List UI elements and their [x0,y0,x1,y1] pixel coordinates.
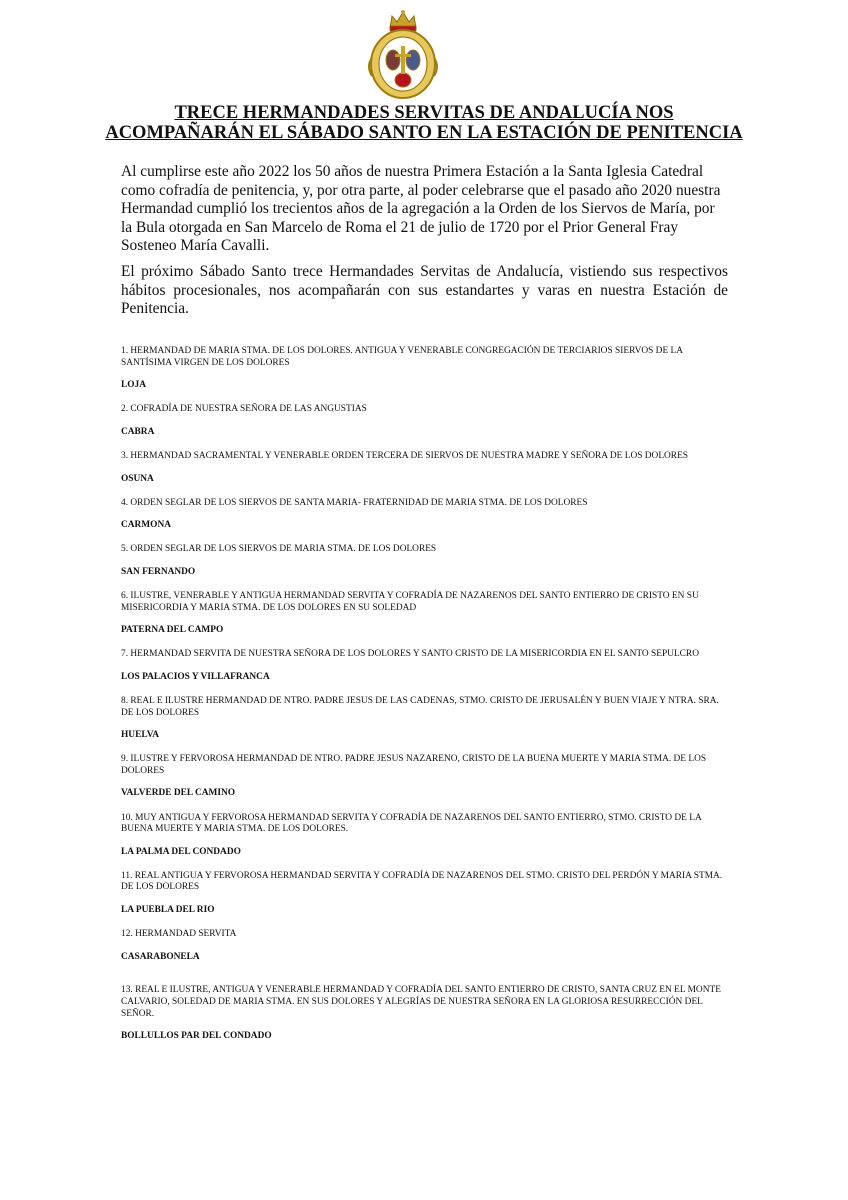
list-item [121,544,733,578]
list-item [121,591,733,637]
intro-paragraph: Al cumplirse este año 2022 los 50 años de nuestra Primera Estación a la Santa Iglesia Catedral como cofradía de penitencia, y, por otra parte, al poder celebrarse que el pasado año 2020 nuestra Hermandad cumplió los trecientos años de la agregación a la Orden de los Siervos de María, por la Bula otorgada en San Marcelo de Roma el 21 de julio de 1720 por el Prior General Fray Sosteneo María Cavalli. [121,163,721,254]
list-item [121,929,733,963]
brotherhood-name: 7. HERMANDAD SERVITA DE NUESTRA SEÑORA DE LOS DOLORES Y SANTO CRISTO DE LA MISERICORDIA EN EL SANTO SEPULCRO [121,649,699,660]
coat-of-arms-icon [366,8,440,104]
brotherhood-list [121,346,733,1055]
brotherhood-city: BOLLULLOS PAR DEL CONDADO [121,1031,272,1042]
brotherhood-city: HUELVA [121,730,160,741]
list-item [121,346,733,392]
brotherhood-name: 3. HERMANDAD SACRAMENTAL Y VENERABLE ORDEN TERCERA DE SIERVOS DE NUESTRA MADRE Y SEÑORA DE LOS DOLORES [121,450,689,461]
list-item [121,404,733,438]
brotherhood-name: 12. HERMANDAD SERVITA [121,929,237,940]
list-item [121,985,733,1042]
brotherhood-name: 13. REAL E ILUSTRE, ANTIGUA Y VENERABLE HERMANDAD Y COFRADÍA DEL SANTO ENTIERRO DE CRISTO, SANTA CRUZ EN EL MONTE CALVARIO, SOLEDAD DE MARIA STMA. EN SUS DOLORES Y ALEGRÍAS DE NUESTRA SEÑORA EN LA GLORIOSA RESURRECCIÓN DEL SEÑOR. [121,985,721,1019]
brotherhood-city: CASARABONELA [121,951,200,962]
brotherhood-city: PATERNA DEL CAMPO [121,625,224,636]
brotherhood-name: 6. ILUSTRE, VENERABLE Y ANTIGUA HERMANDAD SERVITA Y COFRADÍA DE NAZARENOS DEL SANTO ENTIERRO DE CRISTO EN SU MISERICORDIA Y MARIA STMA. DE LOS DOLORES EN SU SOLEDAD [121,591,699,613]
brotherhood-name: 10. MUY ANTIGUA Y FERVOROSA HERMANDAD SERVITA Y COFRADÍA DE NAZARENOS DEL SANTO ENTIERRO, STMO. CRISTO DE LA BUENA MUERTE Y MARIA STMA. DE LOS DOLORES. [121,812,702,835]
announcement-paragraph: El próximo Sábado Santo trece Hermandades Servitas de Andalucía, vistiendo sus respectivos hábitos procesionales, nos acompañarán con sus estandartes y varas en nuestra Estación de Penitencia. [121,263,728,317]
brotherhood-city: CARMONA [121,520,171,531]
list-item [121,451,733,485]
brotherhood-city: LA PUEBLA DEL RIO [121,905,215,916]
brotherhood-name: 8. REAL E ILUSTRE HERMANDAD DE NTRO. PADRE JESUS DE LAS CADENAS, STMO. CRISTO DE JERUSALÉN Y BUEN VIAJE Y NTRA. SRA. DE LOS DOLORES [121,696,719,718]
brotherhood-name: 5. ORDEN SEGLAR DE LOS SIERVOS DE MARIA STMA. DE LOS DOLORES [121,544,437,555]
brotherhood-name: 2. COFRADÍA DE NUESTRA SEÑORA DE LAS ANGUSTIAS [121,404,367,415]
brotherhood-name: 9. ILUSTRE Y FERVOROSA HERMANDAD DE NTRO. PADRE JESUS NAZARENO, CRISTO DE LA BUENA MUERTE Y MARIA STMA. DE LOS DOLORES [121,754,707,776]
brotherhood-city: LOJA [121,380,147,391]
list-item [121,754,733,800]
brotherhood-city: OSUNA [121,473,154,484]
brotherhood-city: LOS PALACIOS Y VILLAFRANCA [121,671,270,682]
list-item [121,696,733,742]
list-item [121,813,733,859]
list-item [121,649,733,683]
brotherhood-city: VALVERDE DEL CAMINO [121,788,236,799]
document-title: TRECE HERMANDADES SERVITAS DE ANDALUCÍA NOS ACOMPAÑARÁN EL SÁBADO SANTO EN LA ESTACIÓN DE PENITENCIA [105,103,743,143]
brotherhood-name: 1. HERMANDAD DE MARIA STMA. DE LOS DOLORES. ANTIGUA Y VENERABLE CONGREGACIÓN DE TERCIARIOS SIERVOS DE LA SANTÍSIMA VIRGEN DE LOS DOLORES [121,346,683,368]
brotherhood-city: LA PALMA DEL CONDADO [121,846,241,857]
list-item [121,498,733,532]
brotherhood-name: 11. REAL ANTIGUA Y FERVOROSA HERMANDAD SERVITA Y COFRADÍA DE NAZARENOS DEL STMO. CRISTO DEL PERDÓN Y MARIA STMA. DE LOS DOLORES [121,870,723,893]
brotherhood-city: CABRA [121,426,155,437]
brotherhood-city: SAN FERNANDO [121,566,196,577]
brotherhood-name: 4. ORDEN SEGLAR DE LOS SIERVOS DE SANTA MARIA- FRATERNIDAD DE MARIA STMA. DE LOS DOLORES [121,497,588,508]
list-item [121,871,733,917]
